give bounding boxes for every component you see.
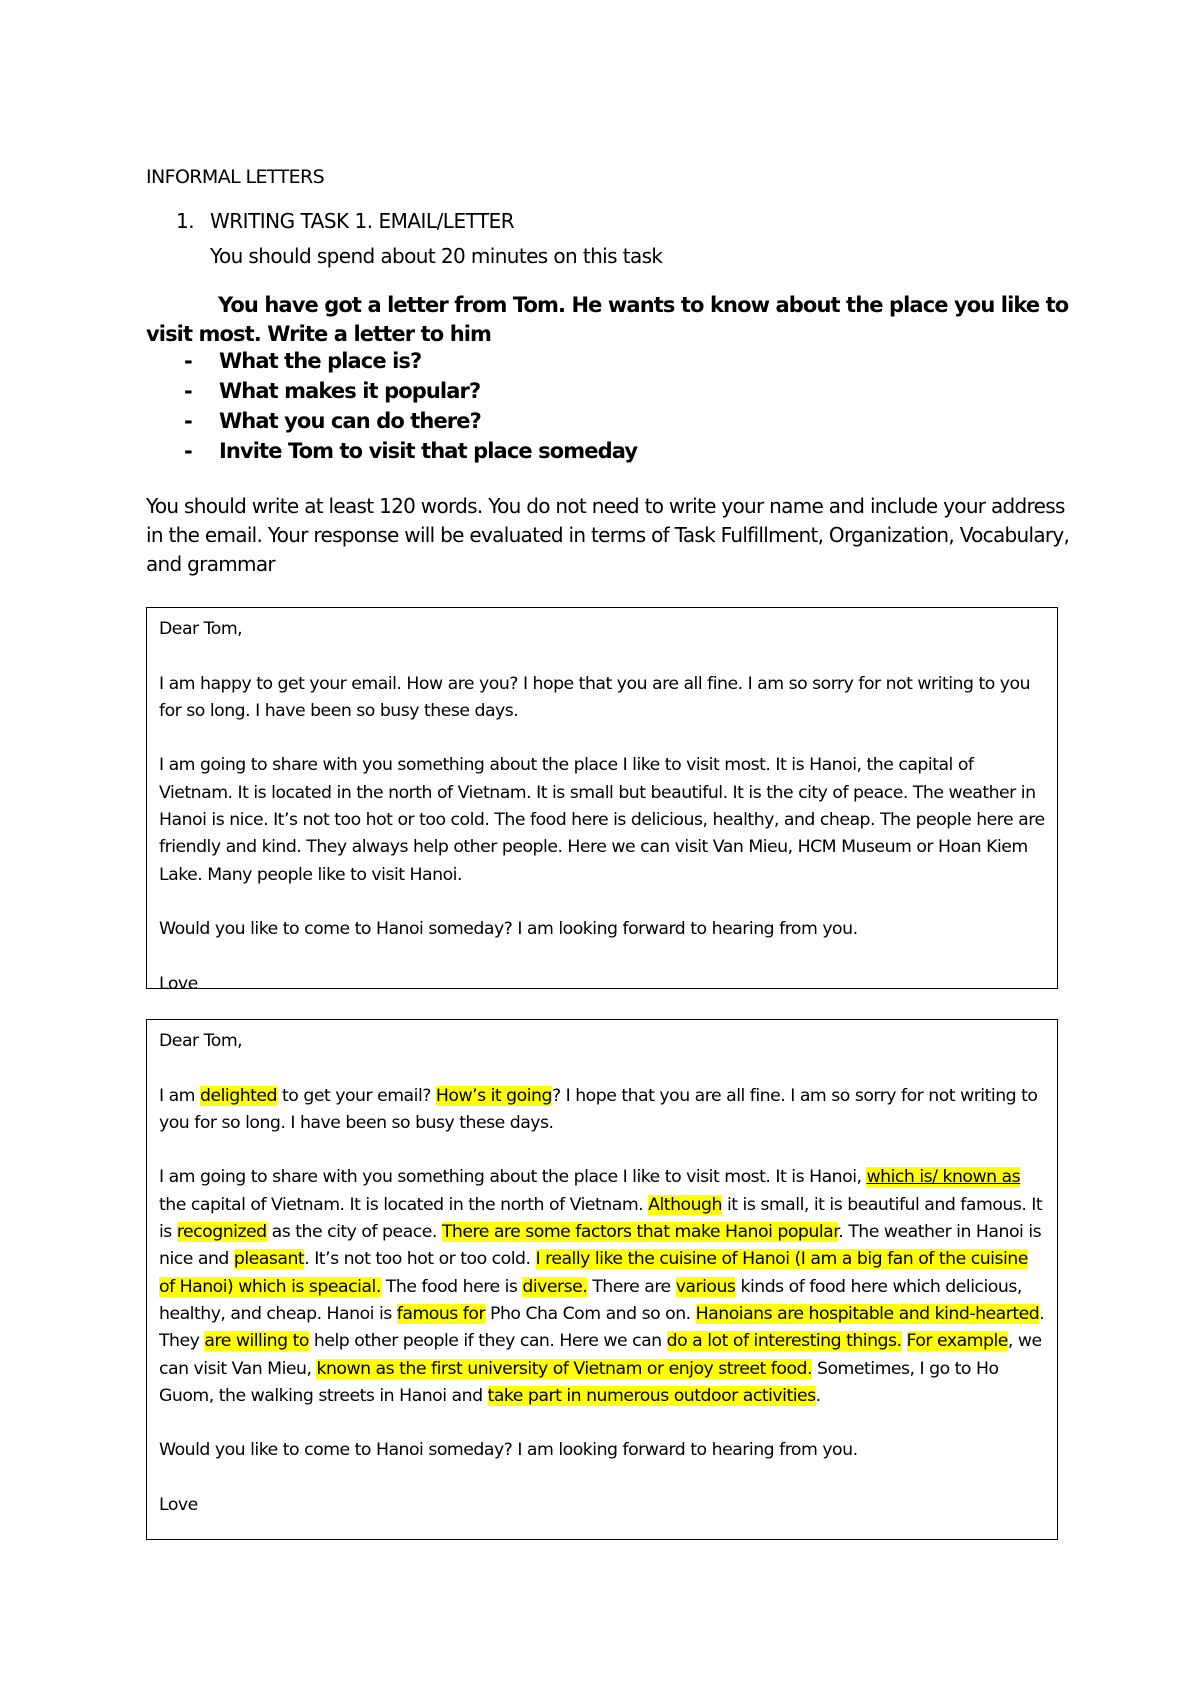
task-prompt [146, 291, 1076, 349]
letter-paragraph: I am going to share with you something about the place I like to visit most. It is Hanoi, which is/ known as the capital of Vietnam. It is located in the north of Vietnam. Although it is small, it is beautiful and famous. It is recognized as the city of peace. There are some factors that make Hanoi popular. The weather in Hanoi is nice and pleasant. It’s not too hot or too cold. I really like the cuisine of Hanoi (I am a big fan of the cuisine of Hanoi) which is speacial. The food here is diverse. There are various kinds of food here which delicious, healthy, and cheap. Hanoi is famous for Pho Cha Com and so on. Hanoians are hospitable and kind-hearted. They are willing to help other people if they can. Here we can do a lot of interesting things. For example, we can visit Van Mieu, known as the first university of Vietnam or enjoy street food. Sometimes, I go to Ho Guom, the walking streets in Hanoi and take part in numerous outdoor activities. [159, 1167, 1045, 1406]
task-prompt-text: You have got a letter from Tom. He wants to know about the place you like to visit most. Write a letter to him [146, 293, 1069, 346]
highlighted-phrase: There are some factors that make Hanoi popular [441, 1222, 839, 1243]
highlighted-phrase: Hanoians are hospitable and kind-hearted [695, 1303, 1040, 1324]
task-time-note: You should spend about 20 minutes on this task [210, 244, 663, 268]
prompt-bullet-list [146, 346, 637, 466]
highlighted-phrase: do a lot of interesting things. [666, 1331, 902, 1352]
sample-letter-original [146, 607, 1058, 994]
prompt-bullet: - Invite Tom to visit that place someday [184, 439, 638, 463]
letter-paragraph: Would you like to come to Hanoi someday? I am looking forward to hearing from you. [159, 919, 858, 940]
highlighted-phrase: famous for [396, 1303, 486, 1324]
letter-closing: Love [159, 1495, 198, 1516]
letter-paragraph: Would you like to come to Hanoi someday? I am looking forward to hearing from you. [159, 1440, 858, 1461]
task-number: 1. [176, 209, 195, 233]
writing-instructions: You should write at least 120 words. You do not need to write your name and include your address in the email. Your response will be evaluated in terms of Task Fulfillment, Organization, Vocabulary, and grammar [146, 494, 1070, 576]
prompt-bullet: - What you can do there? [184, 409, 481, 433]
letter-closing: Love [159, 973, 198, 994]
highlighted-phrase: delighted [200, 1085, 278, 1106]
letter-paragraph: I am delighted to get your email? How’s it going? I hope that you are all fine. I am so sorry for not writing to you for so long. I have been so busy these days. [159, 1085, 1038, 1133]
highlighted-phrase: are willing to [204, 1331, 309, 1352]
letter-greeting: Dear Tom, [159, 619, 243, 639]
highlighted-phrase: For example [906, 1331, 1008, 1352]
letter-paragraph: I am going to share with you something about the place I like to visit most. It is Hanoi, the capital of Vietnam. It is located in the north of Vietnam. It is small but beautiful. It is the city of peace. The weather in Hanoi is nice. It’s not too hot or too cold. The food here is delicious, healthy, and cheap. The people here are friendly and kind. They always help other people. Here we can visit Van Mieu, HCM Museum or Hoan Kiem Lake. Many people like to visit Hanoi. [159, 755, 1045, 885]
sample-letter-improved [146, 1019, 1058, 1540]
highlighted-phrase: How’s it going [435, 1085, 552, 1106]
highlighted-phrase: recognized [176, 1222, 267, 1243]
highlighted-phrase: I really like the cuisine of Hanoi (I am a big fan of the cuisine of Hanoi) which is speacial. [159, 1249, 1028, 1297]
highlighted-phrase: known as the first university of Vietnam or enjoy street food. [316, 1358, 812, 1379]
highlighted-phrase: Although [648, 1194, 722, 1215]
highlighted-phrase: which is/ known as [866, 1167, 1021, 1188]
task-title-text: WRITING TASK 1. EMAIL/LETTER [210, 209, 515, 233]
prompt-bullet: - What the place is? [184, 349, 422, 373]
highlighted-phrase: various [675, 1276, 736, 1297]
task-title [176, 209, 514, 233]
letter-greeting: Dear Tom, [159, 1031, 243, 1051]
page-heading: INFORMAL LETTERS [146, 166, 325, 188]
highlighted-phrase: pleasant [233, 1249, 305, 1270]
letter-paragraph: I am happy to get your email. How are you? I hope that you are all fine. I am so sorry for not writing to you for so long. I have been so busy these days. [159, 673, 1031, 721]
highlighted-phrase: diverse. [522, 1276, 588, 1297]
prompt-bullet: - What makes it popular? [184, 379, 481, 403]
highlighted-phrase: take part in numerous outdoor activities [487, 1385, 816, 1406]
